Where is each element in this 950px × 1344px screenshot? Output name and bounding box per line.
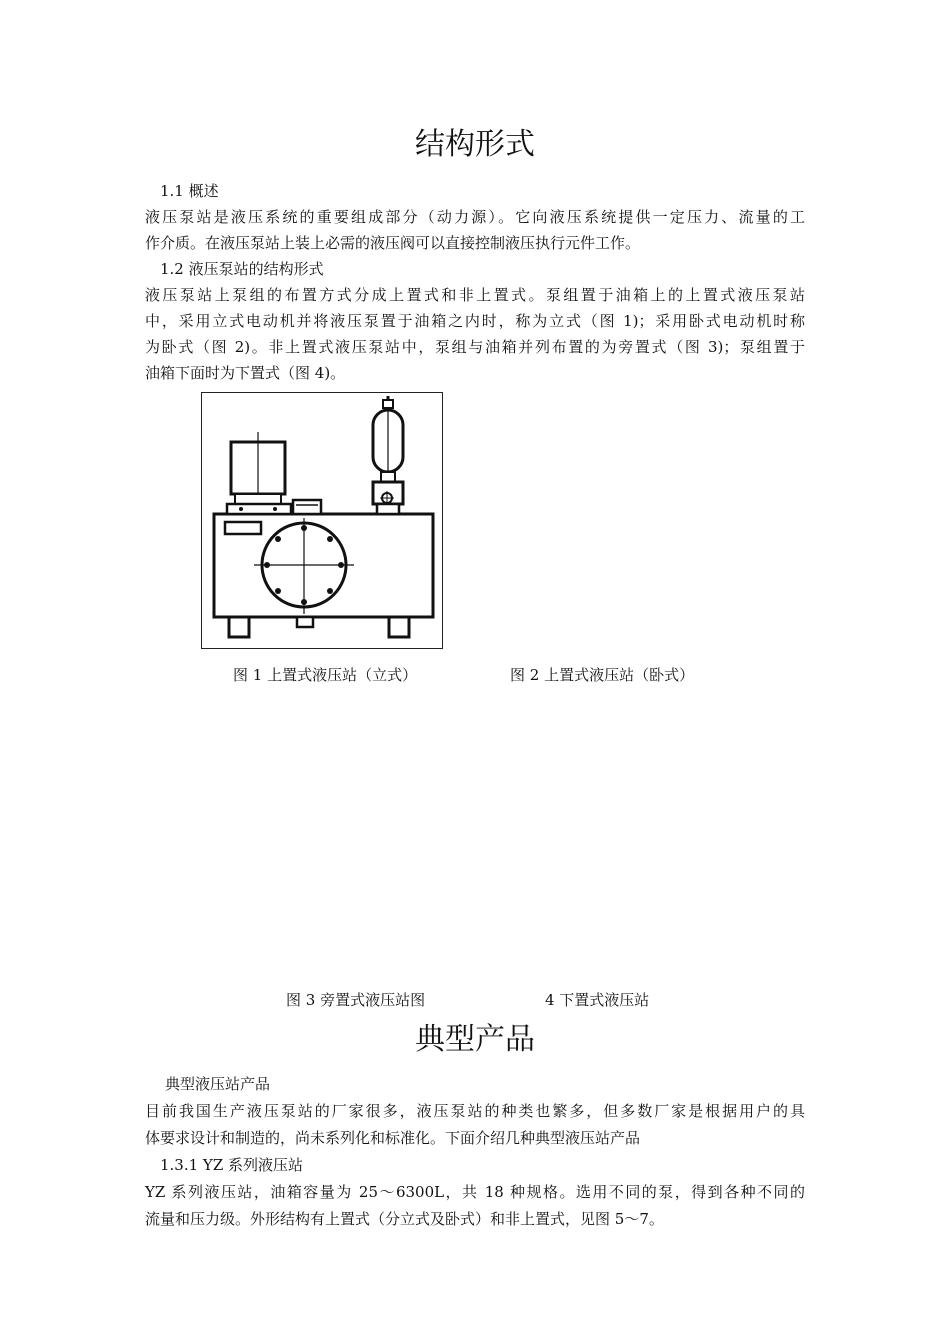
paragraph-line: 体要求设计和制造的，尚未系列化和标准化。下面介绍几种典型液压站产品: [145, 1129, 641, 1147]
subsection-heading-overview: 1.1 概述: [160, 182, 219, 200]
paragraph-line: 液压泵站上泵组的布置方式分成上置式和非上置式。泵组置于油箱上的上置式液压泵站: [145, 286, 805, 304]
section-title-typical-products: 典型产品: [415, 1022, 535, 1057]
subsection-heading-products: 典型液压站产品: [165, 1075, 271, 1093]
subsection-heading-structure: 1.2 液压泵站的结构形式: [160, 260, 324, 278]
paragraph-line: 为卧式（图 2)。非上置式液压泵站中，泵组与油箱并列布置的为旁置式（图 3)；泵组置于: [145, 338, 805, 356]
paragraph-line: 中，采用立式电动机并将液压泵置于油箱之内时，称为立式（图 1)；采用卧式电动机时称: [145, 312, 805, 330]
paragraph-line: YZ 系列液压站，油箱容量为 25～6300L，共 18 种规格。选用不同的泵，得到各种不同的: [145, 1183, 805, 1201]
paragraph-line: 流量和压力级。外形结构有上置式（分立式及卧式）和非上置式，见图 5～7。: [145, 1210, 664, 1228]
figure-4-caption: 4 下置式液压站: [545, 991, 650, 1009]
paragraph-line: 作介质。在液压泵站上装上必需的液压阀可以直接控制液压执行元件工作。: [145, 234, 641, 252]
subsection-heading-yz: 1.3.1 YZ 系列液压站: [160, 1156, 304, 1174]
section-title-structure: 结构形式: [415, 127, 535, 162]
figure-1-drawing: [201, 392, 443, 649]
paragraph-line: 目前我国生产液压泵站的厂家很多，液压泵站的种类也繁多，但多数厂家是根据用户的具: [145, 1102, 805, 1120]
figure-3-caption: 图 3 旁置式液压站图: [286, 991, 426, 1009]
figure-2-caption: 图 2 上置式液压站（卧式）: [510, 666, 695, 684]
figure-1-caption: 图 1 上置式液压站（立式）: [233, 666, 418, 684]
paragraph-line: 油箱下面时为下置式（图 4)。: [145, 364, 346, 382]
paragraph-line: 液压泵站是液压系统的重要组成部分（动力源）。它向液压系统提供一定压力、流量的工: [145, 208, 805, 226]
